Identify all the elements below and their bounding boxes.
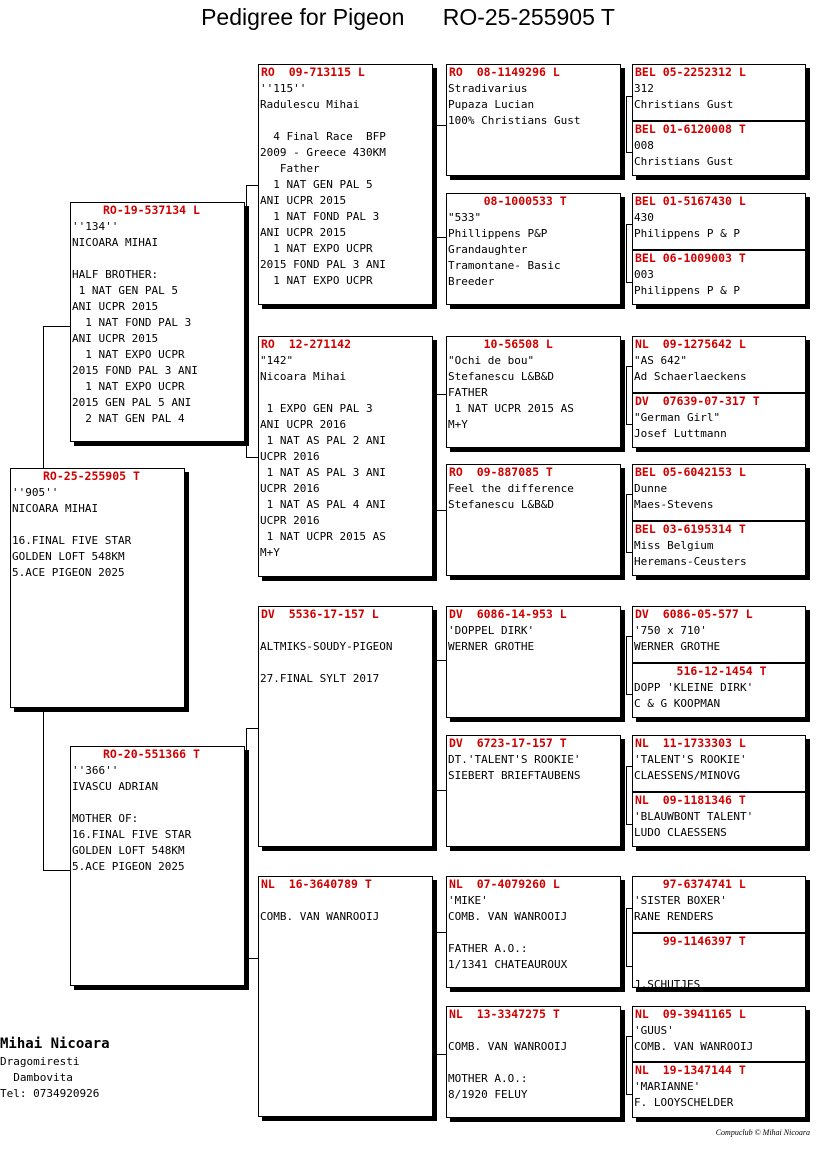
pigeon-card-g5-15 [632, 1006, 806, 1062]
connector-line [43, 326, 44, 468]
connector-line [626, 494, 627, 552]
pigeon-info: DOPP 'KLEINE DIRK' C & G KOOPMAN [634, 681, 754, 710]
ring-number: BEL 01-6120008 T [635, 122, 746, 136]
pigeon-info: COMB. VAN WANROOIJ [260, 910, 380, 923]
pigeon-card-g5-7 [632, 464, 806, 521]
ring-number: NL 19-1347144 T [635, 1063, 746, 1077]
pigeon-card-ssd [446, 193, 621, 305]
connector-line [246, 185, 247, 457]
pigeon-card-g5-4 [632, 250, 806, 305]
connector-line [626, 224, 627, 282]
pigeon-card-g5-1 [632, 64, 806, 121]
ring-number: NL 07-4079260 L [449, 877, 560, 891]
ring-number: NL 09-1181346 T [635, 793, 746, 807]
pigeon-card-g5-14 [632, 933, 806, 988]
pigeon-card-g5-12 [632, 792, 806, 847]
pigeon-info: 003 Philippens P & P [634, 268, 740, 297]
ring-number: RO 12-271142 [261, 337, 352, 351]
ring-number: DV 6086-14-953 L [449, 607, 567, 621]
pigeon-card-g5-16 [632, 1062, 806, 1118]
ring-number: DV 6723-17-157 T [449, 736, 567, 750]
connector-line [43, 708, 44, 870]
ring-number: RO-19-537134 L [103, 203, 200, 217]
connector-line [246, 728, 247, 958]
ring-number: 516-12-1454 T [635, 664, 767, 678]
owner-name: Mihai Nicoara [0, 1036, 110, 1052]
ring-number: NL 16-3640789 T [261, 877, 372, 891]
ring-number: RO-20-551366 T [103, 747, 200, 761]
ring-number: DV 07639-07-317 T [635, 394, 760, 408]
ring-number: 97-6374741 L [635, 877, 746, 891]
connector-line [626, 1036, 627, 1094]
connector-line [246, 728, 258, 729]
ring-number: NL 13-3347275 T [449, 1007, 560, 1021]
connector-line [436, 394, 446, 395]
connector-line [436, 660, 437, 790]
connector-line [246, 185, 258, 186]
page-title: Pedigree for Pigeon RO-25-255905 T [201, 4, 615, 30]
pigeon-info: "142" Nicoara Mihai 1 EXPO GEN PAL 3 ANI UCPR 2016 1 NAT AS PAL 2 ANI UCPR 2016 1 NAT AS PAL 3 ANI UCPR 2016 1 NAT AS PAL 4 ANI UCPR 2016 1 NAT UCPR 2015 AS M+Y [260, 354, 386, 559]
pigeon-card-sire [70, 202, 245, 442]
pigeon-info: 'BLAUWBONT TALENT' LUDO CLAESSENS [634, 810, 754, 839]
pigeon-info: Stradivarius Pupaza Lucian 100% Christians Gust [448, 82, 581, 127]
connector-line [436, 790, 446, 791]
pigeon-info: 'MARIANNE' F. LOOYSCHELDER [634, 1080, 734, 1109]
pigeon-info: "533" Phillippens P&P Grandaughter Tramontane- Basic Breeder [448, 211, 561, 288]
pigeon-info: 'DOPPEL DIRK' WERNER GROTHE [448, 624, 535, 653]
ring-number: RO 09-887085 T [449, 465, 553, 479]
pigeon-card-sdd [446, 464, 621, 576]
ring-number: RO 09-713115 L [261, 65, 365, 79]
ring-number: DV 5536-17-157 L [261, 607, 379, 621]
connector-line [436, 932, 446, 933]
pigeon-info: ''366'' IVASCU ADRIAN MOTHER OF: 16.FINAL FIVE STAR GOLDEN LOFT 548KM 5.ACE PIGEON 2025 [72, 764, 192, 873]
ring-number: BEL 05-2252312 L [635, 65, 746, 79]
owner-block [0, 1034, 110, 1102]
pigeon-card-g5-9 [632, 606, 806, 663]
ring-number: NL 11-1733303 L [635, 736, 746, 750]
pigeon-card-g5-3 [632, 193, 806, 250]
ring-number: DV 6086-05-577 L [635, 607, 753, 621]
pigeon-card-dsd [446, 735, 621, 847]
pigeon-info: J.SCHUTJES [634, 978, 701, 988]
pigeon-info: 'TALENT'S ROOKIE' CLAESSENS/MINOVG [634, 753, 747, 782]
ring-number: NL 09-3941165 L [635, 1007, 746, 1021]
connector-line [436, 932, 437, 1054]
ring-number: RO-25-255905 T [43, 469, 140, 483]
pigeon-card-dds [446, 876, 621, 988]
ring-number: 08-1000533 T [449, 194, 567, 208]
pigeon-info: 430 Philippens P & P [634, 211, 740, 240]
connector-line [43, 326, 70, 327]
ring-number: BEL 06-1009003 T [635, 251, 746, 265]
pigeon-info: ALTMIKS-SOUDY-PIGEON 27.FINAL SYLT 2017 [260, 640, 393, 685]
ring-number: BEL 05-6042153 L [635, 465, 746, 479]
ring-number: 10-56508 L [449, 337, 553, 351]
connector-line [436, 125, 446, 126]
ring-number: NL 09-1275642 L [635, 337, 746, 351]
pigeon-card-dam-sire [258, 606, 433, 847]
connector-line [626, 636, 627, 694]
pigeon-info: 'SISTER BOXER' RANE RENDERS [634, 894, 727, 923]
pigeon-info: Feel the difference Stefanescu L&B&D [448, 482, 574, 511]
pigeon-info: 'MIKE' COMB. VAN WANROOIJ FATHER A.O.: 1/1341 CHATEAUROUX [448, 894, 568, 971]
pigeon-card-sds [446, 336, 621, 448]
pigeon-card-g5-6 [632, 393, 806, 448]
connector-line [436, 1054, 446, 1055]
pigeon-card-sire-dam [258, 336, 433, 577]
pigeon-info: 008 Christians Gust [634, 139, 734, 168]
pigeon-info: 'GUUS' COMB. VAN WANROOIJ [634, 1024, 754, 1053]
pigeon-card-g5-2 [632, 121, 806, 176]
pigeon-card-dam-dam [258, 876, 433, 1117]
connector-line [246, 958, 258, 959]
pigeon-card-g5-13 [632, 876, 806, 933]
connector-line [436, 394, 437, 510]
pigeon-info: "German Girl" Josef Luttmann [634, 411, 727, 440]
connector-line [626, 908, 627, 966]
pigeon-info: 312 Christians Gust [634, 82, 734, 111]
pigeon-card-g5-10 [632, 663, 806, 718]
ring-number: BEL 01-5167430 L [635, 194, 746, 208]
pigeon-info: "Ochi de bou" Stefanescu L&B&D FATHER 1 NAT UCPR 2015 AS M+Y [448, 354, 574, 431]
connector-line [436, 660, 446, 661]
pigeon-info: ''134'' NICOARA MIHAI HALF BROTHER: 1 NAT GEN PAL 5 ANI UCPR 2015 1 NAT FOND PAL 3 ANI UCPR 2015 1 NAT EXPO UCPR 2015 FOND PAL 3 ANI 1 NAT EXPO UCPR 2015 GEN PAL 5 ANI 2 NAT GEN PAL 4 [72, 220, 198, 425]
pigeon-card-sire-sire [258, 64, 433, 305]
connector-line [626, 366, 627, 424]
pigeon-card-g5-11 [632, 735, 806, 792]
pigeon-info: "AS 642" Ad Schaerlaeckens [634, 354, 747, 383]
ring-number: BEL 03-6195314 T [635, 522, 746, 536]
ring-number: 99-1146397 T [635, 934, 746, 948]
connector-line [436, 510, 446, 511]
connector-line [626, 766, 627, 824]
pigeon-info: ''115'' Radulescu Mihai 4 Final Race BFP 2009 - Greece 430KM Father 1 NAT GEN PAL 5 ANI UCPR 2015 1 NAT FOND PAL 3 ANI UCPR 2015 1 NAT EXPO UCPR 2015 FOND PAL 3 ANI 1 NAT EXPO UCPR [260, 82, 386, 287]
pigeon-info: Dunne Maes-Stevens [634, 482, 714, 511]
pigeon-card-dss [446, 606, 621, 718]
pigeon-info: COMB. VAN WANROOIJ MOTHER A.O.: 8/1920 FELUY [448, 1040, 568, 1101]
connector-line [43, 870, 70, 871]
connector-line [436, 125, 437, 237]
pigeon-card-sss [446, 64, 621, 176]
pigeon-card-g5-8 [632, 521, 806, 576]
pigeon-card-ddd [446, 1006, 621, 1118]
pigeon-info: '750 x 710' WERNER GROTHE [634, 624, 721, 653]
pigeon-card-dam [70, 746, 245, 986]
connector-line [436, 237, 446, 238]
pigeon-info: DT.'TALENT'S ROOKIE' SIEBERT BRIEFTAUBENS [448, 753, 581, 782]
pigeon-card-g5-5 [632, 336, 806, 393]
pigeon-info: Miss Belgium Heremans-Ceusters [634, 539, 747, 568]
connector-line [626, 96, 627, 152]
connector-line [246, 457, 258, 458]
owner-address: Dragomiresti Dambovita Tel: 0734920926 [0, 1055, 100, 1100]
ring-number: RO 08-1149296 L [449, 65, 560, 79]
footer-credit: Compuclub © Mihai Nicoara [715, 1128, 810, 1137]
pigeon-info: ''905'' NICOARA MIHAI 16.FINAL FIVE STAR GOLDEN LOFT 548KM 5.ACE PIGEON 2025 [12, 486, 132, 579]
pigeon-card-subject [10, 468, 185, 708]
